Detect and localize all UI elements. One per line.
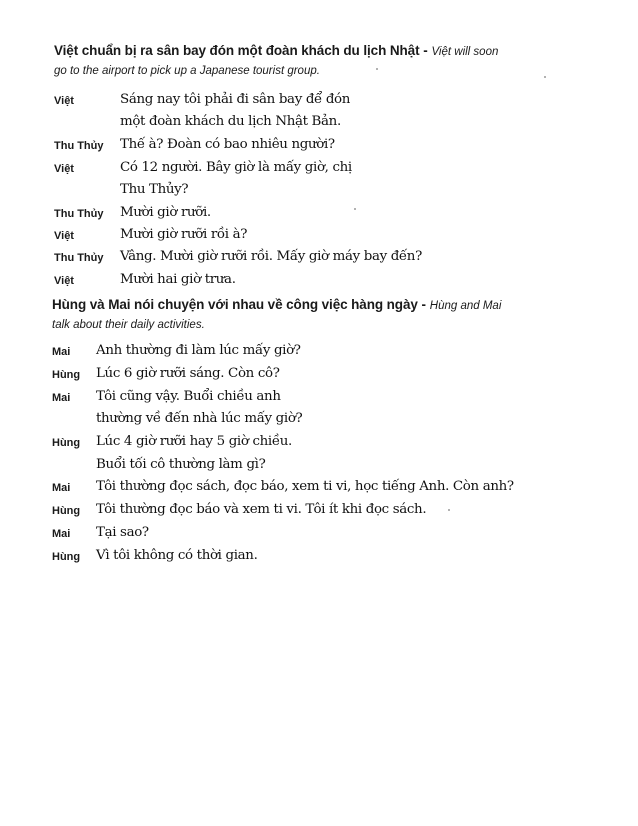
speaker-label: Thu Thủy — [54, 208, 104, 220]
speaker-label: Việt — [54, 95, 74, 107]
section1-english-line1: Việt will soon — [431, 46, 499, 58]
speaker-label: Việt — [54, 163, 74, 175]
speaker-label: Hùng — [52, 369, 81, 381]
dialogue-text: Tại sao? — [96, 525, 149, 540]
scan-speck — [544, 76, 546, 78]
speaker-label: Hùng — [52, 551, 81, 563]
section2-title: Hùng và Mai nói chuyện với nhau về công việc hàng ngày — [52, 297, 418, 312]
dialogue-text: Lúc 6 giờ rưỡi sáng. Còn cô? — [96, 366, 280, 381]
speaker-label: Việt — [54, 275, 74, 287]
dialogue-text: Mười giờ rưỡi. — [120, 205, 211, 220]
dialogue-text: Sáng nay tôi phải đi sân bay để đón — [120, 92, 351, 107]
speaker-label: Mai — [52, 482, 71, 494]
speaker-label: Hùng — [52, 437, 81, 449]
section1-title: Việt chuẩn bị ra sân bay đón một đoàn khách du lịch Nhật — [54, 43, 420, 58]
dialogue-text: Có 12 người. Bây giờ là mấy giờ, chị — [120, 160, 352, 175]
scan-speck — [448, 509, 450, 511]
dialogue-text: Lúc 4 giờ rưỡi hay 5 giờ chiều. — [96, 434, 292, 449]
dialogue-text: Mười hai giờ trưa. — [120, 272, 236, 287]
speaker-label: Mai — [52, 346, 71, 358]
section2-english-line2: talk about their daily activities. — [52, 319, 205, 331]
speaker-label: Mai — [52, 392, 71, 404]
dialogue-text: Tôi cũng vậy. Buổi chiều anh — [96, 389, 281, 404]
speaker-label: Thu Thủy — [54, 140, 104, 152]
section2-heading — [52, 296, 612, 334]
dialogue-text: Tôi thường đọc sách, đọc báo, xem ti vi, học tiếng Anh. Còn anh? — [96, 479, 514, 494]
section1-heading — [54, 42, 614, 80]
speaker-label: Thu Thủy — [54, 252, 104, 264]
dialogue-text: Mười giờ rưỡi rồi à? — [120, 227, 248, 242]
section2-english-line1: Hùng and Mai — [429, 300, 502, 312]
dialogue-text: Buổi tối cô thường làm gì? — [96, 457, 266, 472]
dialogue-text: Anh thường đi làm lúc mấy giờ? — [96, 343, 301, 358]
dialogue-text: Thế à? Đoàn có bao nhiêu người? — [120, 137, 335, 152]
dialogue-text: một đoàn khách du lịch Nhật Bản. — [120, 114, 341, 129]
speaker-label: Mai — [52, 528, 71, 540]
scan-speck — [376, 68, 378, 70]
scan-speck — [354, 208, 356, 210]
dialogue-text: Thu Thủy? — [120, 182, 189, 197]
speaker-label: Việt — [54, 230, 74, 242]
section2-separator: - — [417, 297, 430, 312]
section1-english-line2: go to the airport to pick up a Japanese tourist group. — [54, 65, 320, 77]
dialogue-text: Vì tôi không có thời gian. — [96, 548, 258, 563]
dialogue-text: thường về đến nhà lúc mấy giờ? — [96, 411, 303, 426]
dialogue-text: Tôi thường đọc báo và xem ti vi. Tôi ít khi đọc sách. — [96, 502, 427, 517]
dialogue-text: Vâng. Mười giờ rưỡi rồi. Mấy giờ máy bay đến? — [120, 249, 422, 264]
speaker-label: Hùng — [52, 505, 81, 517]
section1-separator: - — [419, 43, 432, 58]
